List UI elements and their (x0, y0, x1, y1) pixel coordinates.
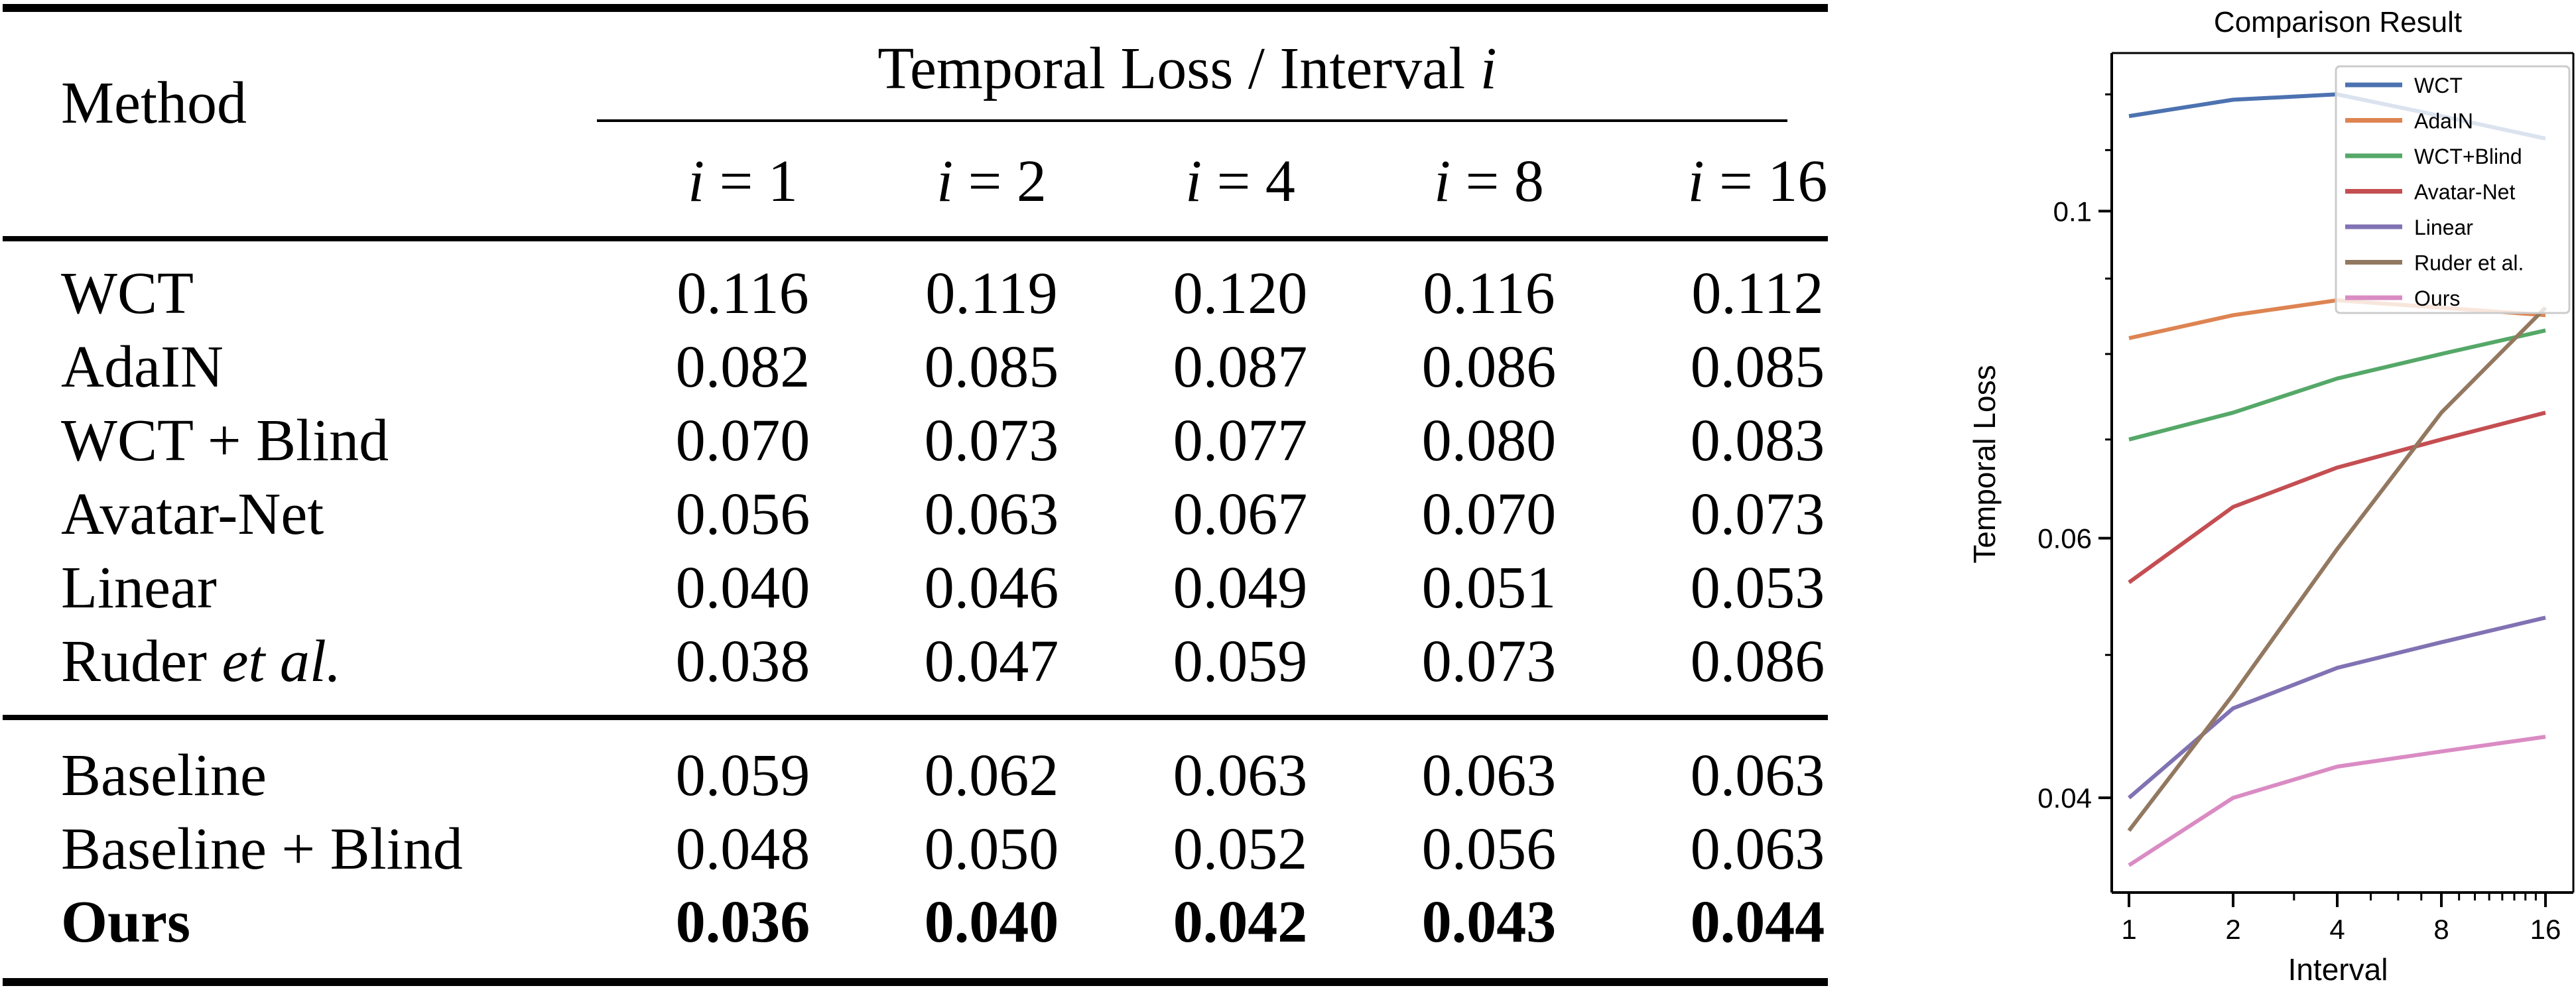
method-cell (61, 408, 389, 473)
method-cell (61, 816, 463, 882)
value-cell: 0.036 (675, 889, 810, 955)
value-cell: 0.062 (924, 743, 1059, 808)
value-cell: 0.070 (1421, 481, 1557, 547)
value-cell: 0.073 (924, 408, 1059, 473)
legend-label: AdaIN (2414, 109, 2473, 133)
method-name: Avatar-Net (61, 481, 324, 547)
y-tick-label: 0.04 (2037, 782, 2092, 814)
interval-var: i (936, 149, 954, 214)
group-label: Temporal Loss / Interval (877, 36, 1466, 101)
method-name: Ruder (61, 629, 207, 694)
value-cell: 0.040 (675, 555, 810, 621)
value-cell: 0.120 (1173, 261, 1308, 326)
interval-var: i (1687, 149, 1705, 214)
y-tick-label: 0.06 (2037, 523, 2092, 554)
value-cell: 0.063 (1690, 816, 1825, 882)
value-cell: 0.063 (924, 481, 1059, 547)
series-line (2129, 412, 2545, 582)
value-cell: 0.116 (1423, 261, 1555, 326)
interval-eq: = 4 (1202, 149, 1295, 214)
method-name: AdaIN (61, 334, 224, 400)
method-cell (61, 743, 267, 808)
x-tick-label: 8 (2433, 914, 2449, 945)
value-cell: 0.086 (1690, 629, 1825, 694)
method-cell (61, 555, 217, 621)
interval-var: i (1434, 149, 1451, 214)
value-cell: 0.067 (1173, 481, 1308, 547)
value-cell: 0.040 (924, 889, 1059, 955)
method-name: Linear (61, 555, 217, 621)
value-cell: 0.085 (1690, 334, 1825, 400)
series-line (2129, 330, 2545, 440)
interval-header-2 (882, 147, 1101, 216)
method-cell (61, 334, 224, 400)
chart-title: Comparison Result (2213, 6, 2463, 38)
value-cell: 0.038 (675, 629, 810, 694)
table-bottom-rule (3, 978, 1828, 986)
legend-label: Linear (2414, 216, 2473, 239)
value-cell: 0.051 (1421, 555, 1557, 621)
interval-header-1 (633, 147, 852, 216)
value-cell: 0.080 (1421, 408, 1557, 473)
value-cell: 0.073 (1421, 629, 1557, 694)
interval-eq: = 1 (704, 149, 798, 214)
value-cell: 0.077 (1173, 408, 1308, 473)
x-axis-label: Interval (2287, 952, 2388, 987)
method-cell (61, 261, 194, 326)
x-tick-label: 4 (2329, 914, 2345, 945)
series-line (2129, 308, 2545, 831)
header-rule (3, 236, 1828, 241)
y-axis-label: Temporal Loss (1967, 365, 2002, 564)
legend-label: WCT+Blind (2414, 145, 2522, 168)
interval-var: i (1185, 149, 1202, 214)
method-name: WCT (61, 261, 194, 326)
value-cell: 0.056 (675, 481, 810, 547)
series-line (2129, 737, 2545, 865)
value-cell: 0.046 (924, 555, 1059, 621)
group-var: i (1480, 36, 1497, 101)
value-cell: 0.085 (924, 334, 1059, 400)
value-cell: 0.070 (675, 408, 810, 473)
method-name: Ours (61, 889, 191, 955)
table-top-rule (3, 4, 1828, 12)
value-cell: 0.050 (924, 816, 1059, 882)
method-name: WCT + Blind (61, 408, 389, 473)
method-cell (61, 629, 342, 694)
method-header: Method (61, 70, 247, 136)
value-cell: 0.043 (1421, 889, 1557, 955)
group-separator-rule (3, 715, 1828, 720)
x-tick-label: 16 (2530, 914, 2561, 945)
value-cell: 0.047 (924, 629, 1059, 694)
interval-eq: = 8 (1450, 149, 1544, 214)
value-cell: 0.119 (925, 261, 1058, 326)
value-cell: 0.086 (1421, 334, 1557, 400)
interval-group-header (743, 34, 1632, 103)
method-cell (61, 889, 191, 955)
value-cell: 0.112 (1691, 261, 1824, 326)
interval-header-4 (1380, 147, 1598, 216)
value-cell: 0.044 (1690, 889, 1825, 955)
value-cell: 0.082 (675, 334, 810, 400)
legend-label: WCT (2414, 74, 2463, 97)
value-cell: 0.083 (1690, 408, 1825, 473)
value-cell: 0.059 (1173, 629, 1308, 694)
value-cell: 0.052 (1173, 816, 1308, 882)
x-tick-label: 1 (2121, 914, 2137, 945)
cmidrule (597, 119, 1787, 122)
plot-area (2037, 53, 2573, 945)
y-tick-label: 0.1 (2053, 196, 2092, 227)
value-cell: 0.042 (1173, 889, 1308, 955)
interval-var: i (688, 149, 705, 214)
method-suffix: et al. (206, 629, 342, 694)
interval-eq: = 16 (1704, 149, 1828, 214)
value-cell: 0.063 (1173, 743, 1308, 808)
value-cell: 0.049 (1173, 555, 1308, 621)
x-tick-label: 2 (2225, 914, 2241, 945)
value-cell: 0.059 (675, 743, 810, 808)
series-line (2129, 617, 2545, 798)
value-cell: 0.056 (1421, 816, 1557, 882)
value-cell: 0.087 (1173, 334, 1308, 400)
method-cell (61, 481, 324, 547)
legend-label: Ours (2414, 286, 2461, 310)
value-cell: 0.073 (1690, 481, 1825, 547)
comparison-chart (1937, 0, 2576, 990)
value-cell: 0.048 (675, 816, 810, 882)
value-cell: 0.063 (1421, 743, 1557, 808)
legend-label: Ruder et al. (2414, 251, 2524, 275)
interval-header-5 (1648, 147, 1867, 216)
value-cell: 0.063 (1690, 743, 1825, 808)
value-cell: 0.053 (1690, 555, 1825, 621)
interval-eq: = 2 (953, 149, 1047, 214)
value-cell: 0.116 (676, 261, 809, 326)
interval-header-3 (1131, 147, 1350, 216)
method-name: Baseline (61, 743, 267, 808)
legend-label: Avatar-Net (2414, 180, 2516, 204)
method-name: Baseline + Blind (61, 816, 463, 882)
